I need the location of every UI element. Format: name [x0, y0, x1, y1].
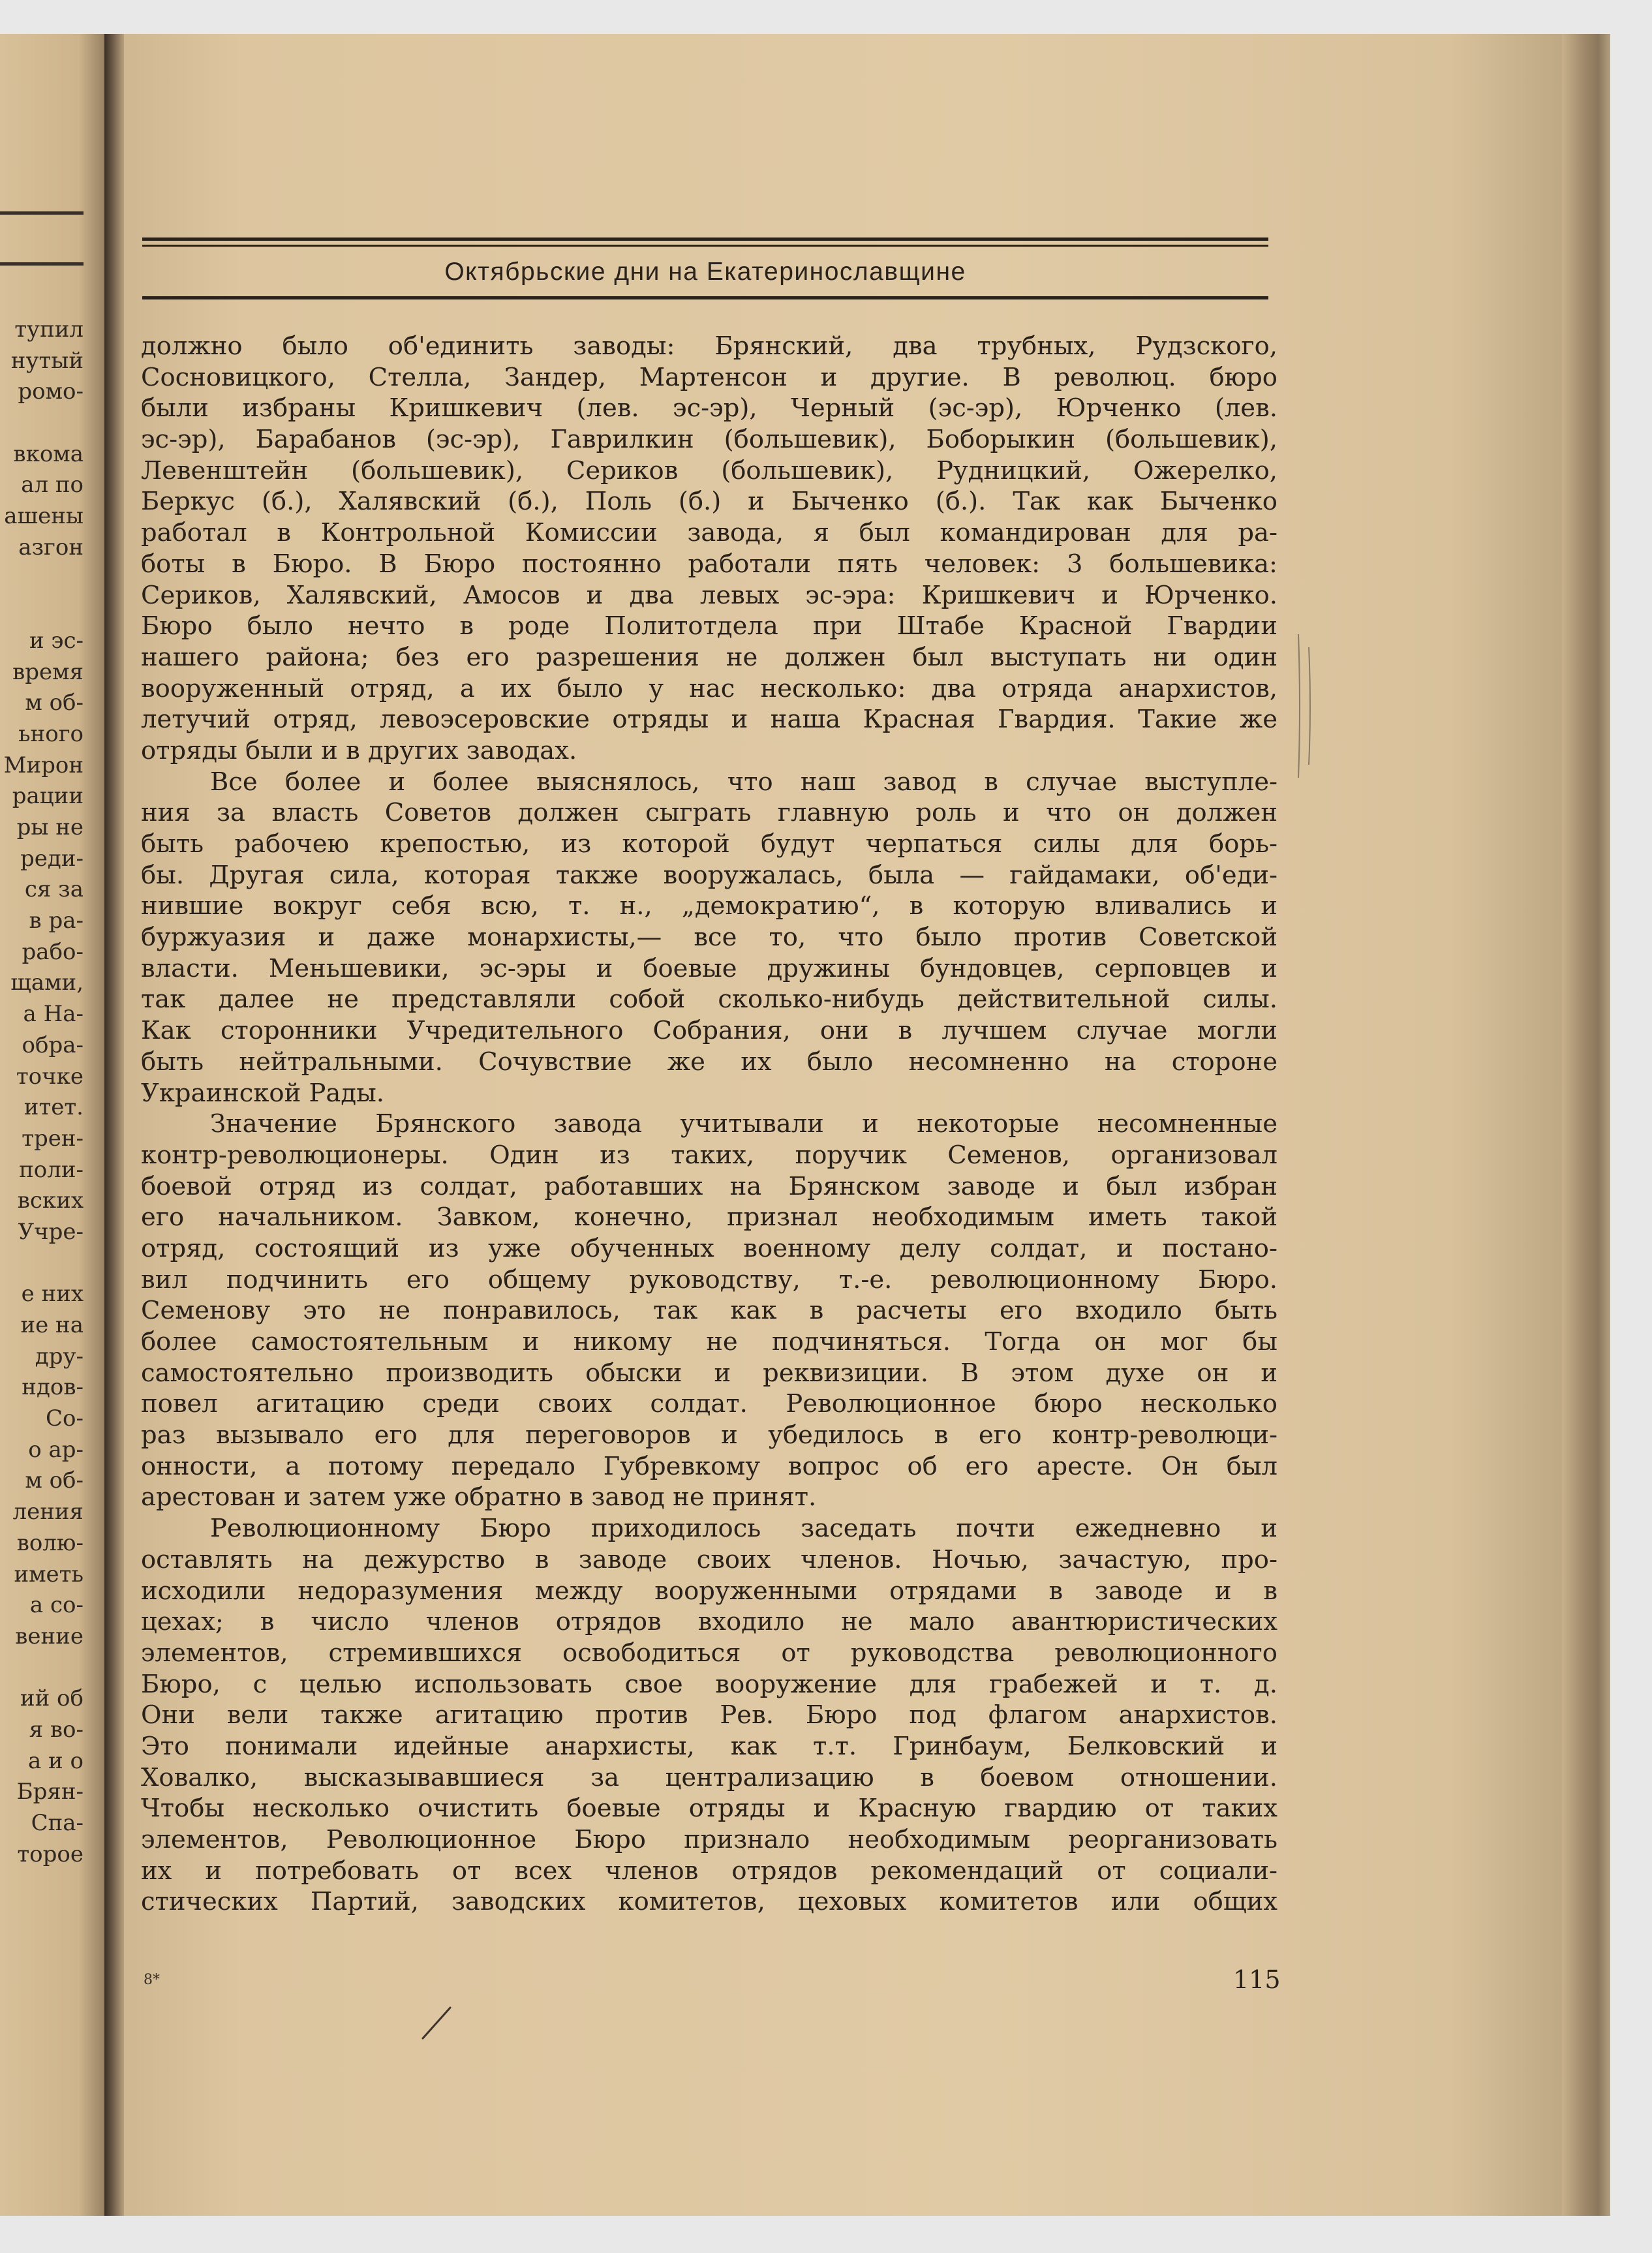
text-line: раз вызывало его для переговоров и убедилось в его контр-революци- — [141, 1420, 1277, 1450]
text-line: его начальником. Завком, конечно, признал необходимым иметь такой — [141, 1203, 1277, 1233]
text-line: работал в Контрольной Комиссии завода, я был командирован для ра- — [141, 518, 1277, 548]
text-line: Все более и более выяснялось, что наш завод в случае выступле- — [210, 767, 1277, 797]
text-line: элементов, Революционное Бюро признало необходимым реорганизовать — [141, 1825, 1277, 1854]
header-rule-bottom — [142, 296, 1268, 299]
left-page-fragment-line: трен- — [22, 1125, 84, 1152]
left-page-fragment-line: рации — [12, 783, 84, 810]
running-head: Октябрьские дни на Екатеринославщине — [444, 258, 966, 286]
left-page-fragment-line: ндов- — [22, 1374, 84, 1401]
left-page-fragment-line: и эс- — [29, 627, 84, 654]
folio-signature-mark: 8* — [144, 1972, 160, 1988]
left-page-fragment-line: Со- — [46, 1405, 84, 1432]
left-page-fragment-line — [4, 1248, 84, 1280]
text-line: нившие вокруг себя всю, т. н., „демократию“, в которую вливались и — [141, 891, 1277, 921]
text-line: стических Партий, заводских комитетов, цеховых комитетов или общих — [141, 1887, 1277, 1917]
text-line: отряд, состоящий из уже обученных военному делу солдат, и постано- — [141, 1233, 1277, 1263]
text-line: Ховалко, высказывавшиеся за централизацию в боевом отношении. — [141, 1762, 1277, 1792]
left-page-fragment-line: а со- — [29, 1592, 84, 1619]
text-line: элементов, стремившихся освободиться от руководства революционного — [141, 1638, 1277, 1668]
text-line: Значение Брянского завода учитывали и некоторые несомненные — [210, 1109, 1277, 1139]
page-edge-shadow — [1562, 34, 1610, 2216]
text-line: арестован и затем уже обратно в завод не принят. — [141, 1482, 817, 1512]
left-page-fragment-line: ления — [12, 1499, 84, 1525]
left-page-fragment-line — [4, 408, 84, 439]
left-page-fragment-line: рабо- — [22, 938, 84, 965]
left-page-fragment-line: Учре- — [18, 1218, 84, 1245]
left-page-fragment-line — [4, 1653, 84, 1684]
left-page-fragment-line: я во- — [29, 1716, 84, 1743]
text-line: Семенову это не понравилось, так как в расчеты его входило быть — [141, 1296, 1277, 1326]
left-page-fragment-line: в ра- — [29, 908, 84, 934]
left-page-fragment — [0, 34, 112, 2216]
left-page-fragment-line: о ар- — [28, 1436, 84, 1463]
left-page-rule-bottom — [0, 262, 84, 266]
text-line: Сосновицкого, Стелла, Зандер, Мартенсон и другие. В революц. бюро — [141, 362, 1277, 392]
left-page-fragment-line: а На- — [23, 1001, 84, 1028]
text-line: были избраны Кришкевич (лев. эс-эр), Черный (эс-эр), Юрченко (лев. — [141, 393, 1277, 423]
text-line: Левенштейн (большевик), Сериков (большевик), Рудницкий, Ожерелко, — [141, 455, 1277, 485]
text-line: более самостоятельным и никому не подчиняться. Тогда он мог бы — [141, 1327, 1277, 1356]
text-line: эс-эр), Барабанов (эс-эр), Гаврилкин (большевик), Боборыкин (большевик), — [141, 425, 1277, 455]
text-line: их и потребовать от всех членов отрядов рекомендаций от социали- — [141, 1856, 1277, 1886]
left-page-fragment-line: обра- — [22, 1032, 84, 1058]
text-line: Как сторонники Учредительного Собрания, они в лучшем случае могли — [141, 1016, 1277, 1046]
page-number: 115 — [1233, 1965, 1281, 1994]
left-page-fragment-line: время — [12, 658, 84, 685]
left-page-fragment-line: торое — [17, 1841, 84, 1867]
text-line: бы. Другая сила, которая также вооружалась, была — гайдамаки, об'еди- — [141, 860, 1277, 890]
text-line: так далее не представляли собой сколько-нибудь действительной силы. — [141, 985, 1277, 1015]
margin-pencil-lines — [1294, 634, 1321, 778]
left-page-fragment-line: вкома — [13, 440, 84, 467]
text-line: онности, а потому передало Губревкому вопрос об его аресте. Он был — [141, 1451, 1277, 1481]
book-gutter — [104, 34, 124, 2216]
left-page-rule-top — [0, 211, 84, 215]
left-page-fragment-line: поли- — [19, 1156, 84, 1183]
left-page-fragment-line: вение — [15, 1623, 84, 1649]
text-line: Сериков, Халявский, Амосов и два левых эс-эра: Кришкевич и Юрченко. — [141, 580, 1277, 610]
text-line: Украинской Рады. — [141, 1078, 384, 1108]
left-page-text-fragments — [4, 314, 84, 1870]
left-page-fragment-line — [4, 594, 84, 626]
text-line: Бюро, с целью использовать свое вооружение для грабежей и т. д. — [141, 1669, 1277, 1699]
text-line: буржуазия и даже монархисты,— все то, что было против Советской — [141, 923, 1277, 953]
text-line: власти. Меньшевики, эс-эры и боевые дружины бундовцев, серповцев и — [141, 953, 1277, 983]
header-rule-thick — [142, 238, 1268, 241]
text-line: должно было об'единить заводы: Брянский, два трубных, Рудзского, — [141, 331, 1277, 361]
text-line: Революционному Бюро приходилось заседать почти ежедневно и — [210, 1514, 1277, 1544]
text-line: летучий отряд, левоэсеровские отряды и наша Красная Гвардия. Такие же — [141, 705, 1277, 735]
left-page-fragment-line: м об- — [25, 1467, 84, 1494]
left-page-fragment-line: ся за — [24, 876, 84, 903]
text-line: цехах; в число членов отрядов входило не мало авантюристических — [141, 1607, 1277, 1637]
text-line: вил подчинить его общему руководству, т.-е. революционному Бюро. — [141, 1264, 1277, 1295]
left-page-fragment-line: Спа- — [31, 1810, 84, 1836]
left-page-fragment-line: Мирон — [3, 752, 84, 778]
scanned-book-spread — [0, 34, 1610, 2216]
left-page-fragment-line: ьного — [18, 720, 84, 747]
left-page-fragment-line: ашены — [4, 503, 84, 530]
text-line: боевой отряд из солдат, работавших на Брянском заводе и был избран — [141, 1171, 1277, 1201]
body-text — [141, 331, 1277, 1918]
text-line: Бюро было нечто в роде Политотдела при Штабе Красной Гвардии — [141, 611, 1277, 641]
left-page-fragment-line: иметь — [14, 1561, 84, 1587]
left-page-fragment-line: ал по — [21, 472, 84, 498]
left-page-fragment-line: азгон — [18, 534, 84, 560]
left-page-fragment-line: точке — [16, 1063, 84, 1090]
text-line: нашего района; без его разрешения не должен был выступать ни один — [141, 642, 1277, 672]
text-line: самостоятельно производить обыски и реквизиции. В этом духе он и — [141, 1358, 1277, 1388]
left-page-fragment-line: Брян- — [16, 1779, 84, 1805]
text-line: оставлять на дежурство в заводе своих членов. Ночью, зачастую, про- — [141, 1544, 1277, 1574]
text-line: контр-революционеры. Один из таких, поручик Семенов, организовал — [141, 1140, 1277, 1170]
left-page-fragment-line: нутый — [10, 347, 84, 374]
text-line: боты в Бюро. В Бюро постоянно работали пять человек: 3 большевика: — [141, 549, 1277, 579]
text-line: ния за власть Советов должен сыграть главную роль и что он должен — [141, 798, 1277, 828]
text-line: Беркус (б.), Халявский (б.), Поль (б.) и Быченко (б.). Так как Быченко — [141, 487, 1277, 517]
text-line: быть рабочею крепостью, из которой будут черпаться силы для борь- — [141, 829, 1277, 859]
left-page-fragment-line: дру- — [35, 1343, 84, 1370]
text-line: Чтобы несколько очистить боевые отряды и Красную гвардию от таких — [141, 1794, 1277, 1824]
text-line: быть нейтральными. Сочувствие же их было несомненно на стороне — [141, 1047, 1277, 1077]
left-page-fragment-line: м об- — [25, 690, 84, 716]
left-page-fragment-line: ры не — [16, 814, 84, 840]
left-page-fragment-line: е них — [21, 1281, 84, 1308]
text-line: Они вели также агитацию против Рев. Бюро под флагом анархистов. — [141, 1700, 1277, 1730]
text-line: вооруженный отряд, а их было у нас несколько: два отряда анархистов, — [141, 673, 1277, 703]
left-page-fragment-line: вских — [17, 1188, 84, 1214]
pencil-stroke-mark — [418, 2004, 457, 2044]
text-line: Это понимали идейные анархисты, как т.т. Гринбаум, Белковский и — [141, 1731, 1277, 1761]
left-page-fragment-line: щами, — [10, 970, 84, 996]
left-page-fragment-line — [4, 564, 84, 595]
left-page-fragment-line: волю- — [16, 1529, 84, 1556]
left-page-fragment-line: ие на — [20, 1312, 84, 1338]
left-page-fragment-line: ромо- — [18, 378, 84, 405]
text-line: исходили недоразумения между вооруженными отрядами в заводе и в — [141, 1576, 1277, 1606]
left-page-fragment-line: итет. — [23, 1094, 84, 1121]
left-page-fragment-line: реди- — [20, 845, 84, 872]
header-rule-thin — [142, 245, 1268, 247]
left-page-fragment-line: тупил — [14, 316, 84, 343]
text-line: повел агитацию среди своих солдат. Революционное бюро несколько — [141, 1389, 1277, 1419]
left-page-fragment-line: ий об — [20, 1685, 84, 1712]
text-line: отряды были и в других заводах. — [141, 735, 577, 765]
left-page-fragment-line: а и о — [27, 1747, 84, 1774]
